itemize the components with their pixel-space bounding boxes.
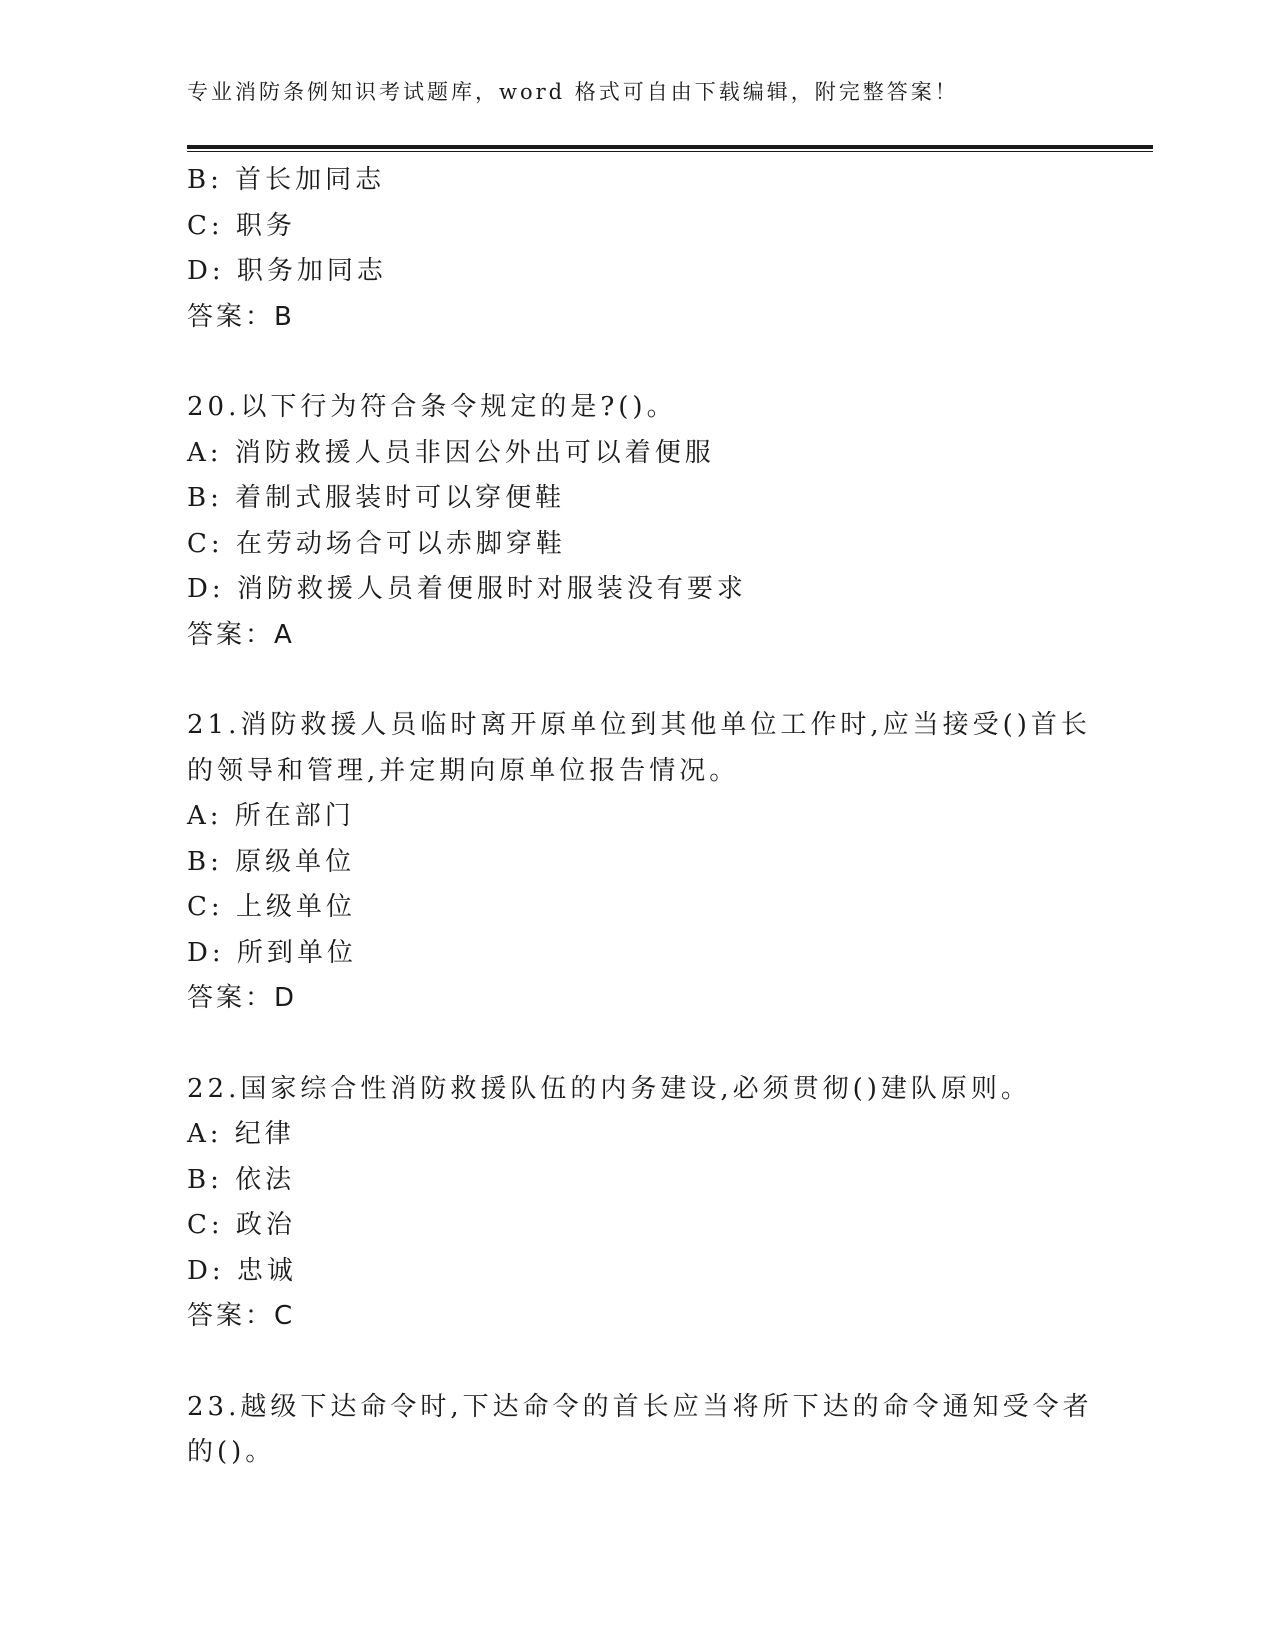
answer-line: 答案：B: [187, 301, 295, 332]
question-block-partial: [187, 158, 1087, 340]
question-block-20: [187, 385, 1087, 658]
question-stem: 21.消防救援人员临时离开原单位到其他单位工作时,应当接受()首长: [187, 710, 1091, 740]
option-c: C: 上级单位: [187, 892, 356, 922]
option-d: D: 消防救援人员着便服时对服装没有要求: [187, 574, 747, 604]
page-header: 专业消防条例知识考试题库，word 格式可自由下载编辑，附完整答案！: [187, 80, 959, 104]
question-stem: 23.越级下达命令时,下达命令的首长应当将所下达的命令通知受令者: [187, 1391, 1093, 1422]
option-a: A: 消防救援人员非因公外出可以着便服: [187, 437, 715, 468]
header-divider-thin: [187, 151, 1153, 152]
option-d: D: 职务加同志: [187, 256, 387, 286]
option-b: B: 首长加同志: [187, 165, 386, 195]
question-stem-continued: 的领导和管理,并定期向原单位报告情况。: [187, 755, 740, 786]
option-a: A: 纪律: [187, 1119, 295, 1149]
question-stem: 22.国家综合性消防救援队伍的内务建设,必须贯彻()建队原则。: [187, 1073, 1031, 1104]
option-d: D: 所到单位: [187, 937, 357, 968]
option-c: C: 职务: [187, 210, 296, 241]
question-block-22: [187, 1067, 1087, 1340]
answer-line: 答案：A: [187, 619, 295, 650]
option-b: B: 着制式服装时可以穿便鞋: [187, 483, 566, 513]
option-c: C: 在劳动场合可以赤脚穿鞋: [187, 528, 566, 559]
option-a: A: 所在部门: [187, 801, 355, 831]
spacer: [187, 658, 1087, 703]
spacer: [187, 1340, 1087, 1385]
question-block-21: [187, 703, 1091, 1022]
option-b: B: 依法: [187, 1164, 296, 1195]
document-body: [187, 158, 1093, 1476]
spacer: [187, 340, 1087, 385]
header-divider-thick: [187, 145, 1153, 149]
option-d: D: 忠诚: [187, 1255, 297, 1286]
question-block-23: [187, 1385, 1093, 1476]
answer-line: 答案：D: [187, 983, 298, 1013]
answer-line: 答案：C: [187, 1301, 296, 1331]
spacer: [187, 1022, 1087, 1067]
question-stem: 20.以下行为符合条令规定的是?()。: [187, 392, 677, 422]
option-b: B: 原级单位: [187, 846, 356, 877]
question-stem-continued: 的()。: [187, 1437, 276, 1467]
option-c: C: 政治: [187, 1210, 296, 1240]
